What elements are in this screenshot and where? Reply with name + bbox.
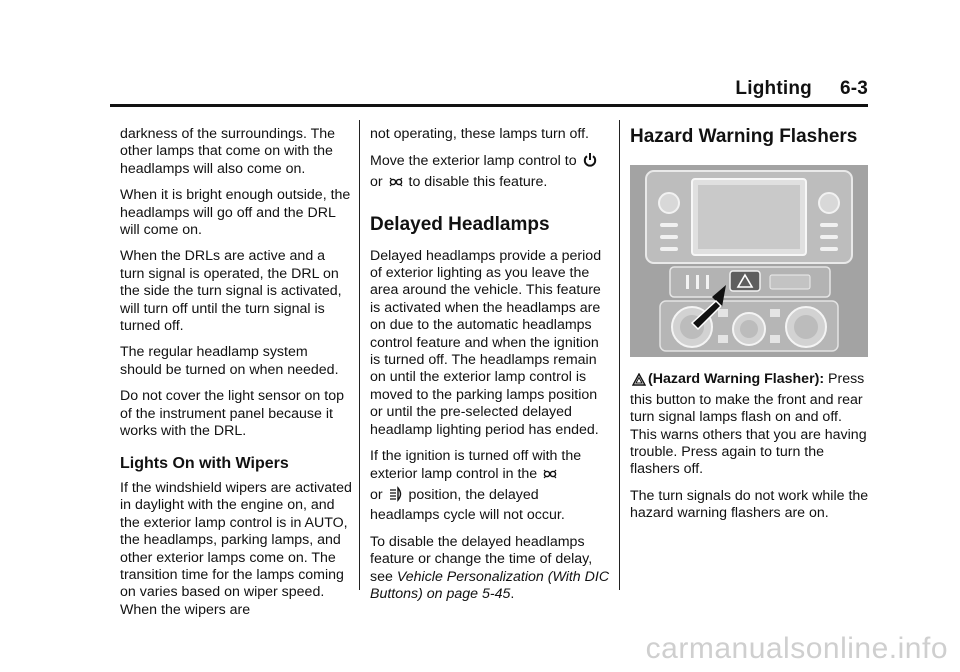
section-title: Lighting [735, 78, 812, 99]
parking-lamps-icon [389, 175, 403, 194]
paragraph [370, 448, 610, 525]
paragraph: The turn signals do not work while the hazard warning flashers are on. [630, 487, 869, 522]
text: . [510, 585, 515, 602]
column-1 [120, 126, 352, 628]
headlamp-icon [389, 486, 403, 507]
paragraph: not operating, these lamps turn off. [370, 126, 589, 142]
cross-reference-link[interactable]: Vehicle Personalization (With DIC Buttons) on page 5-45 [370, 568, 610, 602]
text: position, the delayed headlamps cycle will not occur. [370, 486, 565, 524]
column-3 [630, 126, 870, 532]
text: To disable the delayed headlamps feature or change the time of delay, see [370, 533, 593, 585]
column-divider-1 [359, 120, 360, 590]
paragraph [370, 534, 610, 604]
column-2 [370, 126, 610, 612]
paragraph [370, 152, 610, 194]
paragraph: The regular headlamp system should be turned on when needed. [120, 344, 339, 378]
control-label: (Hazard Warning Flasher): [648, 371, 825, 388]
header-text [735, 78, 868, 100]
power-icon [583, 152, 597, 173]
paragraph: Delayed headlamps provide a period of exterior lighting as you leave the area around the vehicle. This feature is activated when the headlamps are on due to the automatic headlamps control feature and when the ignition is turned off. The headlamps remain on until the exterior lamp control is moved to the parking lamps position or until the pre-selected delayed headlamp lighting period has ended. [370, 247, 602, 438]
paragraph: When the DRLs are active and a turn signal is operated, the DRL on the side the turn signal is activated, will turn off until the turn signal is turned off. [120, 248, 342, 335]
text: If the ignition is turned off with the exterior lamp control in the [370, 448, 582, 482]
column-divider-2 [619, 120, 620, 590]
paragraph [630, 371, 870, 478]
paragraph: If the windshield wipers are activated in daylight with the engine on, and the exterior lamp control is in AUTO, the headlamps, parking lamps, and other exterior lamps come on. The transition time for the lamps coming on varies based on wiper speed. When the wipers are [120, 479, 352, 618]
text: Move the exterior lamp control to [370, 153, 577, 170]
section-heading: Hazard Warning Flashers [630, 126, 858, 147]
page-number: 6-3 [839, 78, 868, 99]
section-heading: Delayed Headlamps [370, 214, 550, 236]
section-heading: Lights On with Wipers [120, 454, 289, 472]
paragraph: darkness of the surroundings. The other lamps that come on with the headlamps will also come on. [120, 126, 336, 177]
dashboard-illustration [630, 165, 868, 357]
hazard-triangle-icon [632, 373, 646, 391]
parking-lamps-icon [543, 467, 557, 486]
paragraph: When it is bright enough outside, the headlamps will go off and the DRL will come on. [120, 187, 351, 239]
text: or [370, 173, 383, 190]
text: or [370, 486, 383, 503]
paragraph: Do not cover the light sensor on top of the instrument panel because it works with the DRL. [120, 388, 344, 440]
watermark-text: carmanualsonline.info [645, 632, 948, 665]
page-header [110, 80, 868, 107]
text: Press this button to make the front and rear turn signal lamps flash on and off. This warns others that you are having trouble. Press again to turn the flashers off. [630, 371, 867, 478]
text: to disable this feature. [408, 173, 548, 190]
